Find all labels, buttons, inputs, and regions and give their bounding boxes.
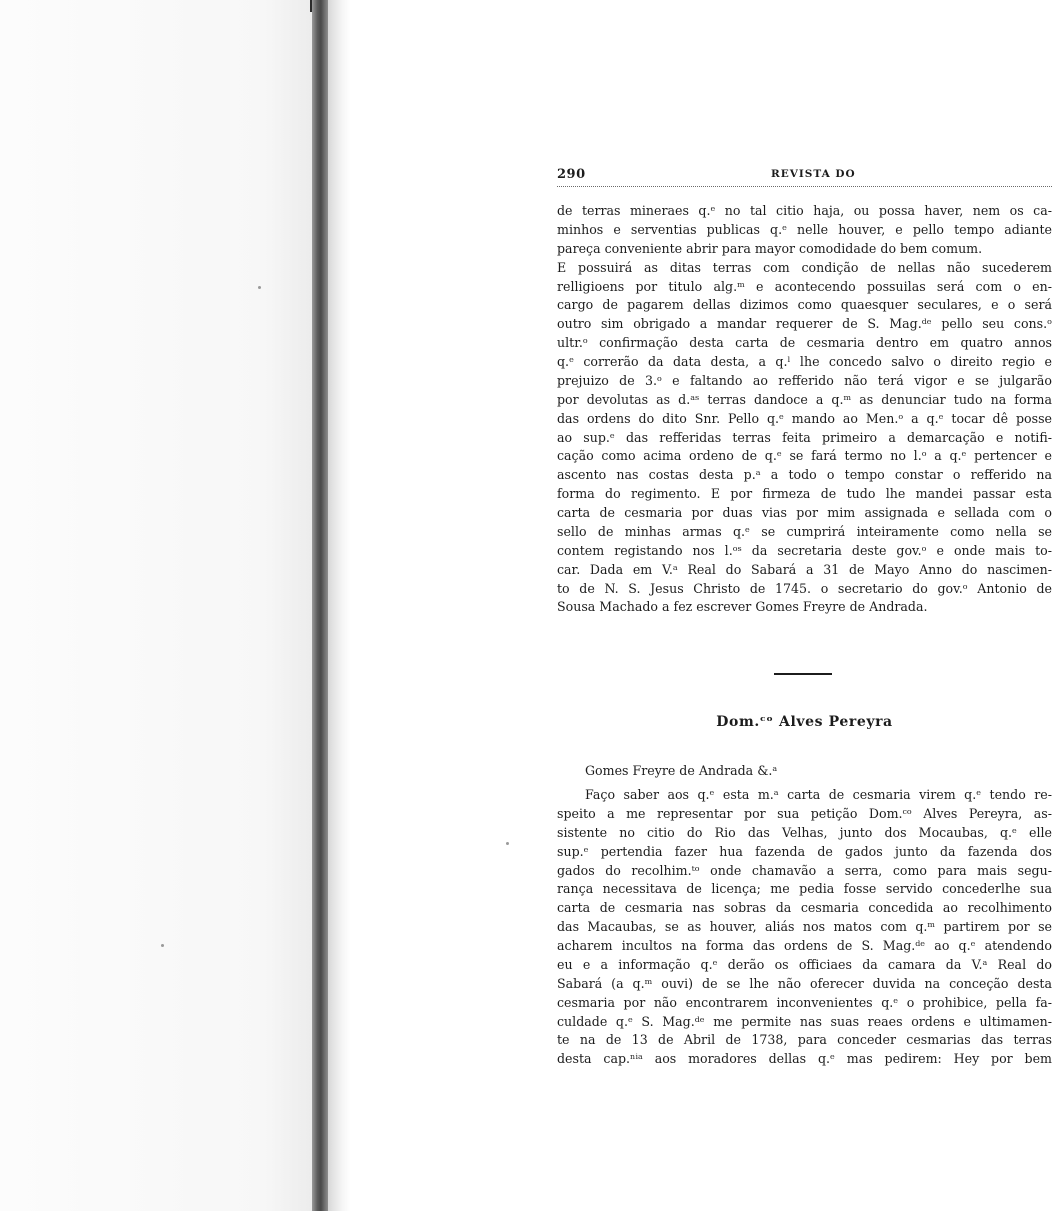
text-line: rança necessitava de licença; me pedia fosse servido concederlhe sua bbox=[557, 881, 1052, 897]
text-line: Sabará (a q.ᵐ ouvi) de se lhe não oferecer duvida na conceção desta bbox=[557, 975, 1052, 991]
text-line: speito a me representar por sua petição Dom.ᶜᵒ Alves Pereyra, as- bbox=[557, 805, 1052, 821]
book-spine bbox=[312, 0, 328, 1211]
petition-paragraph bbox=[557, 786, 1052, 1069]
paper-speck bbox=[161, 944, 164, 947]
text-line: culdade q.ᵉ S. Mag.ᵈᵉ me permite nas suas reaes ordens e ultimamen- bbox=[557, 1013, 1052, 1029]
text-line: Faço saber aos q.ᵉ esta m.ᵃ carta de cesmaria virem q.ᵉ tendo re- bbox=[585, 787, 1052, 802]
text-line: ultr.ᵒ confirmação desta carta de cesmaria dentro em quatro annos bbox=[557, 335, 1052, 351]
text-line: ao sup.ᵉ das refferidas terras feita primeiro a demarcação e notifi- bbox=[557, 429, 1052, 445]
text-line: ascento nas costas desta p.ᵃ a todo o tempo constar o refferido na bbox=[557, 467, 1052, 483]
section-divider bbox=[774, 673, 832, 675]
text-line: outro sim obrigado a mandar requerer de S. Mag.ᵈᵉ pello seu cons.ᵒ bbox=[557, 316, 1052, 332]
text-line: carta de cesmaria por duas vias por mim assignada e sellada com o bbox=[557, 505, 1052, 520]
text-line: pareça conveniente abrir para mayor comodidade do bem comum. bbox=[557, 240, 983, 256]
binding-gutter bbox=[0, 0, 312, 1211]
text-line: q.ᵉ correrão da data desta, a q.ˡ lhe concedo salvo o direito regio e bbox=[557, 354, 1052, 369]
text-line: cargo de pagarem dellas dizimos como quaesquer seculares, e o será bbox=[557, 297, 1052, 313]
continuation-paragraph bbox=[557, 202, 1052, 617]
paper-speck bbox=[258, 286, 261, 289]
text-line: sistente no citio do Rio das Velhas, junto dos Mocaubas, q.ᵉ elle bbox=[557, 824, 1052, 840]
journal-title: REVISTA DO bbox=[771, 168, 856, 180]
text-line: te na de 13 de Abril de 1738, para conceder cesmarias das terras bbox=[557, 1032, 1052, 1048]
text-line: to de N. S. Jesus Christo de 1745. o secretario do gov.ᵒ Antonio de bbox=[557, 580, 1052, 596]
text-line: das ordens do dito Snr. Pello q.ᵉ mando ao Men.ᵒ a q.ᵉ tocar dê posse bbox=[557, 410, 1052, 426]
text-line: Sousa Machado a fez escrever Gomes Freyre de Andrada. bbox=[557, 599, 928, 615]
text-line: cação como acima ordeno de q.ᵉ se fará termo no l.ᵒ a q.ᵉ pertencer e bbox=[557, 448, 1052, 464]
salutation: Gomes Freyre de Andrada &.ᵃ bbox=[585, 763, 778, 778]
text-line: minhos e serventias publicas q.ᵉ nelle houver, e pello tempo adiante bbox=[557, 221, 1052, 237]
text-line: cesmaria por não encontrarem inconvenientes q.ᵉ o prohibice, pella fa- bbox=[557, 994, 1052, 1010]
text-line: E possuirá as ditas terras com condição de nellas não sucederem bbox=[557, 259, 1052, 275]
spine-shadow bbox=[328, 0, 350, 1211]
paper-speck bbox=[506, 842, 509, 845]
text-line: relligioens por titulo alg.ᵐ e acontecendo possuilas será com o en- bbox=[557, 278, 1052, 294]
text-line: contem registando nos l.ᵒˢ da secretaria deste gov.ᵒ e onde mais to- bbox=[557, 542, 1052, 558]
header-rule bbox=[557, 186, 1052, 187]
text-line: sup.ᵉ pertendia fazer hua fazenda de gados junto da fazenda dos bbox=[557, 843, 1052, 859]
text-line: acharem incultos na forma das ordens de S. Mag.ᵈᵉ ao q.ᵉ atendendo bbox=[557, 938, 1052, 953]
running-head bbox=[557, 167, 1052, 185]
page-number: 290 bbox=[557, 167, 586, 182]
text-line: car. Dada em V.ᵃ Real do Sabará a 31 de Mayo Anno do nascimen- bbox=[557, 561, 1052, 577]
text-line: sello de minhas armas q.ᵉ se cumprirá inteiramente como nella se bbox=[557, 523, 1052, 539]
text-line: de terras mineraes q.ᵉ no tal citio haja, ou possa haver, nem os ca- bbox=[557, 203, 1052, 218]
text-line: gados do recolhim.ᵗᵒ onde chamavão a serra, como para mais segu- bbox=[557, 862, 1052, 878]
salutation-block bbox=[557, 762, 1052, 781]
text-line: por devolutas as d.ᵃˢ terras dandoce a q.ᵐ as denunciar tudo na forma bbox=[557, 391, 1052, 407]
section-heading: Dom.ᶜᵒ Alves Pereyra bbox=[716, 714, 893, 730]
text-line: desta cap.ⁿⁱᵃ aos moradores dellas q.ᵉ mas pedirem: Hey por bem bbox=[557, 1051, 1052, 1067]
text-line: prejuizo de 3.ᵒ e faltando ao refferido não terá vigor e se julgarão bbox=[557, 372, 1052, 388]
text-line: eu e a informação q.ᵉ derão os officiaes da camara da V.ᵃ Real do bbox=[557, 956, 1052, 972]
text-line: das Macaubas, se as houver, aliás nos matos com q.ᵐ partirem por se bbox=[557, 919, 1052, 935]
text-line: carta de cesmaria nas sobras da cesmaria concedida ao recolhimento bbox=[557, 900, 1052, 916]
text-line: forma do regimento. E por firmeza de tudo lhe mandei passar esta bbox=[557, 486, 1052, 502]
